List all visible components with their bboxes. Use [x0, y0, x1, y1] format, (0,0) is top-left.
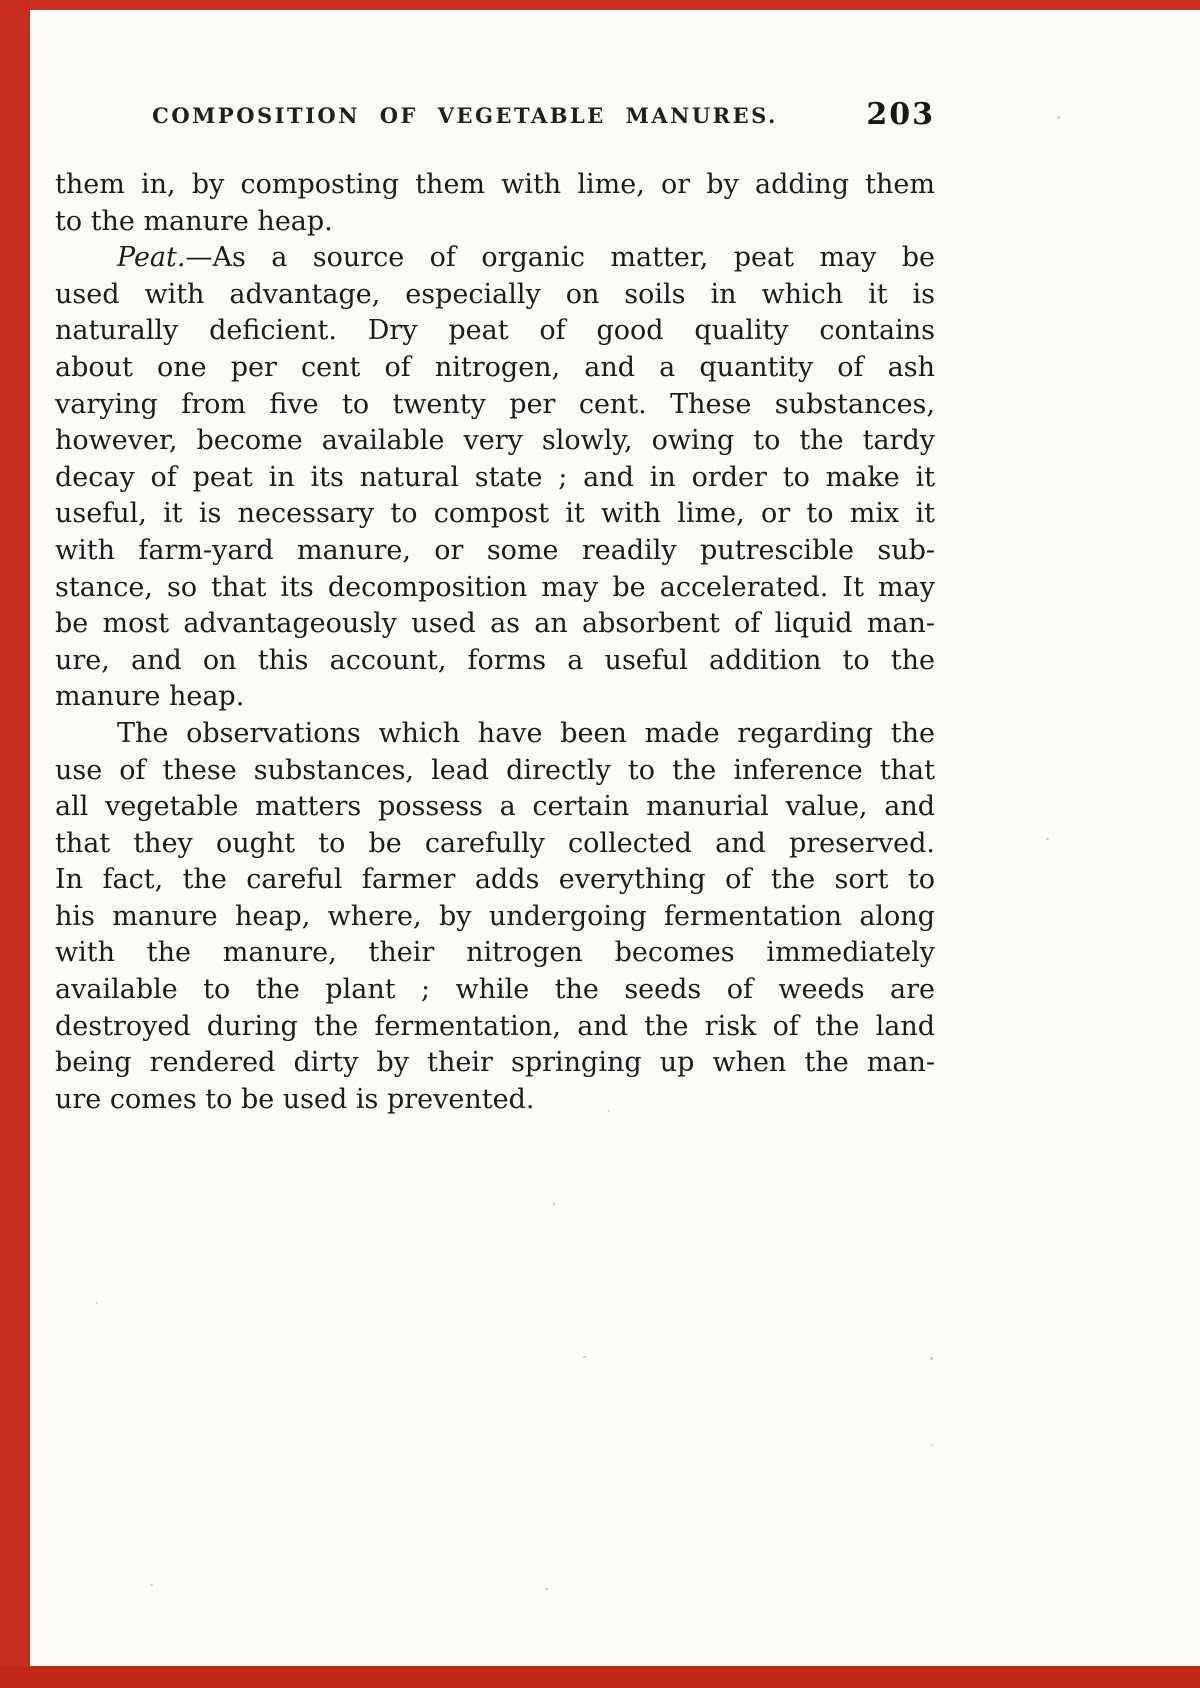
text-line: varying from five to twenty per cent. These substances,	[55, 388, 935, 420]
text-line: destroyed during the fermentation, and the risk of the land	[55, 1010, 935, 1042]
scan-speck	[583, 1356, 586, 1358]
italic-lead: Peat.	[117, 242, 186, 274]
text-line: Peat.—As a source of organic matter, peat may be	[117, 242, 935, 274]
page-number: 203	[866, 97, 935, 132]
text-line: stance, so that its decomposition may be accelerated. It may	[55, 571, 935, 603]
paragraph	[55, 240, 935, 716]
text-line: however, become available very slowly, owing to the tardy	[55, 425, 935, 457]
text-line: being rendered dirty by their springing up when the man-	[55, 1047, 935, 1079]
text-line: be most advantageously used as an absorbent of liquid man-	[55, 608, 935, 640]
text-line: decay of peat in its natural state ; and in order to make it	[55, 461, 935, 493]
text-line: ure comes to be used is prevented.	[55, 1083, 535, 1115]
text-line: his manure heap, where, by undergoing fermentation along	[55, 900, 935, 932]
book-edge-bottom	[0, 1666, 1200, 1688]
book-edge-left	[0, 0, 30, 1688]
text-line: The observations which have been made regarding the	[117, 717, 935, 749]
scan-speck	[96, 1302, 98, 1304]
text-line: all vegetable matters possess a certain manurial value, and	[55, 791, 935, 823]
text-line: In fact, the careful farmer adds everything of the sort to	[55, 864, 935, 896]
text-line: manure heap.	[55, 681, 245, 713]
text-line: ure, and on this account, forms a useful addition to the	[55, 644, 935, 676]
book-edge-top	[0, 0, 1200, 10]
paragraph	[55, 716, 935, 1119]
scan-speck	[553, 1203, 555, 1206]
page-body	[55, 167, 935, 1118]
scan-speck	[545, 1588, 548, 1590]
scan-speck	[150, 1584, 153, 1586]
scan-speck	[1057, 116, 1060, 119]
text-line: available to the plant ; while the seeds of weeds are	[55, 974, 935, 1006]
scan-speck	[931, 1444, 933, 1446]
page-header	[55, 97, 935, 137]
text-line: naturally deficient. Dry peat of good quality contains	[55, 315, 935, 347]
text-line: them in, by composting them with lime, or by adding them	[55, 169, 935, 200]
text-line: with the manure, their nitrogen becomes immediately	[55, 937, 935, 969]
text-line: about one per cent of nitrogen, and a quantity of ash	[55, 351, 935, 383]
paragraph	[55, 167, 935, 240]
running-title: COMPOSITION OF VEGETABLE MANURES.	[152, 103, 778, 128]
text-line: useful, it is necessary to compost it with lime, or to mix it	[55, 498, 935, 530]
scan-speck	[930, 1357, 933, 1360]
text-line: that they ought to be carefully collected and preserved.	[55, 827, 935, 859]
text-line: with farm-yard manure, or some readily putrescible sub-	[55, 534, 935, 566]
text-line: used with advantage, especially on soils in which it is	[55, 278, 935, 310]
text-line: use of these substances, lead directly to the inference that	[55, 754, 935, 786]
text-line: to the manure heap.	[55, 205, 333, 237]
scan-speck	[1046, 838, 1049, 840]
page-content	[55, 97, 935, 1118]
